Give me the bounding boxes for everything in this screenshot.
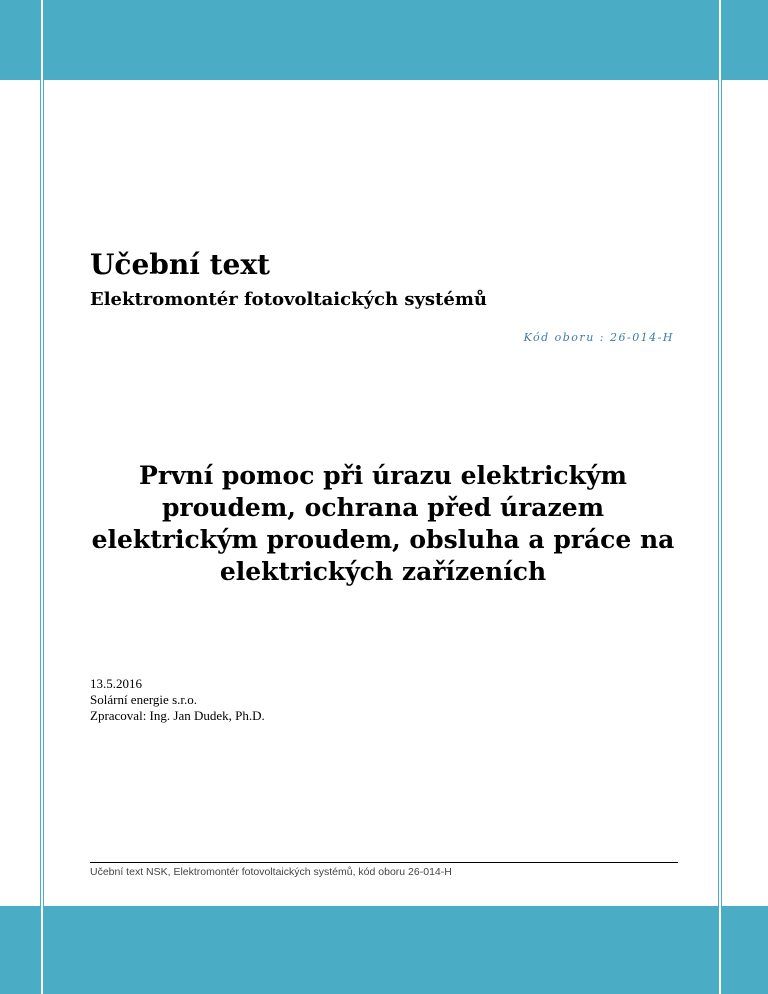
- document-date: 13.5.2016: [90, 676, 142, 691]
- footer-rule: [90, 862, 678, 863]
- footer-band-right: [722, 906, 768, 994]
- footer-band: [44, 906, 718, 994]
- document-meta: [90, 676, 265, 724]
- document-title: První pomoc při úrazu elektrickým proudem, ochrana před úrazem elektrickým proudem, obsluha a práce na elektrických zařízeních: [91, 461, 675, 586]
- right-rule-outer: [721, 0, 722, 994]
- header-band: [44, 0, 718, 80]
- cover-title: Učební text: [90, 248, 270, 281]
- header-band-right: [722, 0, 768, 80]
- document-author: Zpracoval: Ing. Jan Dudek, Ph.D.: [90, 708, 265, 723]
- field-code: Kód oboru : 26-014-H: [523, 331, 674, 344]
- header-band-left: [0, 0, 40, 80]
- document-organization: Solární energie s.r.o.: [90, 692, 197, 707]
- right-rule-inner: [718, 0, 719, 994]
- left-rule-outer: [40, 0, 41, 994]
- cover-subtitle: Elektromontér fotovoltaických systémů: [90, 289, 487, 310]
- footer-band-left: [0, 906, 40, 994]
- page-footer: Učební text NSK, Elektromontér fotovoltaických systémů, kód oboru 26-014-H: [90, 866, 452, 878]
- left-rule-inner: [43, 0, 44, 994]
